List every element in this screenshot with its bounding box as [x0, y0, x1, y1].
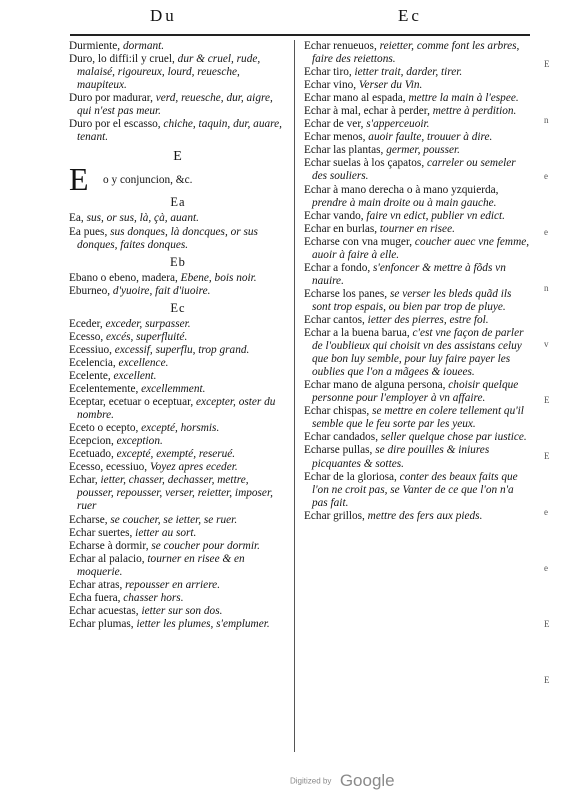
entry-headword: Echar las plantas, — [304, 144, 384, 157]
entry-translation: dur & cruel, rude, malaisé, rigoureux, lourd, reuesche, maupiteux. — [77, 53, 261, 92]
dictionary-entry — [304, 210, 530, 223]
dictionary-entry — [69, 540, 287, 553]
entry-headword: Echar atras, — [69, 578, 123, 591]
entry-headword: Echar à mal, echar à perder, — [304, 105, 430, 118]
entry-translation: conter des beaux faits que l'on ne croit pas, se Vanter de ce que l'on n'a pas fait. — [312, 470, 518, 509]
section-heading: Ec — [170, 300, 186, 315]
entry-headword: Echar suelas à los çapatos, — [304, 157, 425, 170]
entry-headword: Echar vino, — [304, 79, 357, 92]
dictionary-entry — [304, 471, 530, 510]
entry-translation: c'est vne façon de parler de l'oublieux qui choisit vn des assistans celuy que bon luy semble, pour luy faire payer les oublies que l'on a mãgees & iouees. — [312, 327, 524, 379]
entry-translation: se coucher, se ietter, se ruer. — [107, 513, 238, 526]
entry-translation: excepter, oster du nombre. — [77, 396, 276, 422]
edge-glyph: e — [544, 171, 548, 181]
dictionary-entry — [69, 618, 287, 631]
entry-translation: mettre la main à l'espee. — [405, 92, 519, 105]
dictionary-entry — [69, 592, 287, 605]
entry-translation: excellemment. — [138, 383, 206, 396]
edge-glyph: E — [544, 675, 550, 685]
entry-translation: ietter les plumes, s'emplumer. — [133, 617, 270, 630]
entry-headword: Echar plumas, — [69, 617, 134, 630]
dictionary-entry — [69, 383, 287, 396]
dictionary-entry — [304, 66, 530, 79]
entry-translation: excés, superfluité. — [103, 330, 188, 343]
entry-headword: Duro, lo diffi:il y cruel, — [69, 53, 175, 66]
entry-headword: Echar vando, — [304, 209, 364, 222]
entry-headword: Echar mano de alguna persona, — [304, 379, 446, 392]
dictionary-entry — [304, 510, 530, 523]
entry-translation: ietter trait, darder, tirer. — [351, 66, 463, 79]
dictionary-entry — [304, 144, 530, 157]
edge-glyph: E — [544, 395, 550, 405]
entry-headword: Echa fuera, — [69, 591, 121, 604]
entry-headword: Echarse, — [69, 513, 108, 526]
dictionary-entry — [304, 40, 530, 66]
page-header — [0, 6, 561, 28]
entry-headword: Echarse los panes, — [304, 287, 388, 300]
entry-translation: se verser les bleds quãd ils sont trop espais, ou bien par trop de pluye. — [312, 287, 512, 313]
entry-translation: Voyez apres eceder. — [147, 461, 238, 474]
entry-headword: Ecessiuo, — [69, 343, 112, 356]
dictionary-entry — [69, 226, 287, 252]
entry-translation: exceder, surpasser. — [102, 317, 191, 330]
entry-headword: Echarse à dormir, — [69, 539, 149, 552]
entry-headword: Echar à mano derecha o à mano yzquierda, — [304, 183, 499, 196]
entry-translation: tourner en risee & en moquerie. — [77, 552, 245, 578]
column-divider — [294, 40, 295, 752]
dictionary-entry — [69, 514, 287, 527]
edge-glyph: v — [544, 339, 549, 349]
running-head-right: Ec — [398, 6, 422, 25]
entry-headword: Ecepcion, — [69, 435, 114, 448]
entry-headword: Ecelente, — [69, 369, 111, 382]
digitized-label: Digitized by — [290, 776, 332, 786]
dictionary-entry — [69, 474, 287, 513]
dictionary-entry — [304, 223, 530, 236]
dictionary-entry — [304, 236, 530, 262]
entry-translation: chiche, taquin, dur, auare, tenant. — [77, 118, 282, 144]
dictionary-entry — [69, 435, 287, 448]
entry-headword: Echar de ver, — [304, 118, 364, 131]
entry-headword: Echar en burlas, — [304, 222, 378, 235]
entry-translation: excepté, horsmis. — [138, 422, 220, 435]
running-head-left: Du — [150, 6, 177, 25]
dictionary-entry — [304, 131, 530, 144]
entry-headword: Eburneo, — [69, 284, 111, 297]
dictionary-entry — [304, 262, 530, 288]
entry-headword: Ecetuado, — [69, 448, 114, 461]
edge-glyph: e — [544, 563, 548, 573]
entry-headword: Echar a fondo, — [304, 261, 371, 274]
dictionary-entry — [304, 288, 530, 314]
entry-headword: Eceptar, ecetuar o eceptuar, — [69, 396, 194, 409]
entry-headword: Ea pues, — [69, 225, 108, 238]
dictionary-entry — [304, 405, 530, 431]
dictionary-entry — [69, 53, 287, 92]
entry-translation: prendre à main droite ou à main gauche. — [312, 196, 497, 209]
entry-translation: chasser hors. — [120, 591, 184, 604]
entry-translation: se coucher pour dormir. — [148, 539, 260, 552]
edge-glyph: E — [544, 59, 550, 69]
entry-translation: s'apperceuoir. — [363, 118, 430, 131]
entry-headword: Ecelencia, — [69, 356, 116, 369]
entry-headword: Echar a la buena barua, — [304, 327, 410, 340]
dictionary-entry — [69, 527, 287, 540]
dictionary-entry — [69, 212, 287, 225]
entry-translation: excellence. — [115, 356, 169, 369]
dictionary-entry — [304, 327, 530, 379]
entry-translation: reietter, comme font les arbres, faire des reiettons. — [312, 40, 520, 66]
entry-translation: Ebene, bois noir. — [177, 271, 257, 284]
entry-headword: Echar menos, — [304, 131, 366, 144]
dictionary-entry — [69, 357, 287, 370]
edge-glyph: e — [544, 227, 548, 237]
entry-translation: ietter, chasser, dechasser, mettre, pousser, repousser, verser, reietter, imposer, ruer — [77, 474, 273, 513]
drop-cap-letter: E — [69, 161, 89, 198]
entry-headword: Echar de la gloriosa, — [304, 470, 397, 483]
dictionary-entry — [69, 272, 287, 285]
entry-headword: Ecesso, ecessiuo, — [69, 461, 148, 474]
entry-translation: verd, reuesche, dur, aigre, qui n'est pas meur. — [77, 92, 273, 118]
entry-translation: coucher auec vne femme, auoir à faire à elle. — [312, 235, 530, 261]
entry-headword: Duro por madurar, — [69, 92, 153, 105]
section-heading: E — [173, 149, 183, 165]
entry-translation: Verser du Vin. — [356, 79, 423, 92]
edge-glyph: e — [544, 507, 548, 517]
dictionary-entry — [69, 396, 287, 422]
entry-translation: choisir quelque personne pour l'employer à vn affaire. — [312, 379, 519, 405]
digitization-footer — [290, 771, 395, 791]
drop-cap-text: o y conjuncion, &c. — [103, 174, 193, 187]
dictionary-entry — [69, 118, 287, 144]
entry-translation: excepté, exempté, reserué. — [113, 448, 236, 461]
entry-translation: tourner en risee. — [377, 222, 455, 235]
dictionary-entry — [69, 285, 287, 298]
entry-headword: Ecesso, — [69, 330, 104, 343]
entry-headword: Echar grillos, — [304, 509, 365, 522]
section-heading: Ea — [170, 195, 186, 210]
drop-cap-entry — [69, 161, 287, 198]
entry-translation: ietter des pierres, estre fol. — [364, 313, 489, 326]
entry-headword: Echar, — [69, 474, 98, 487]
entry-headword: Echar candados, — [304, 431, 379, 444]
dictionary-entry — [304, 379, 530, 405]
dictionary-entry — [69, 579, 287, 592]
dictionary-entry — [69, 318, 287, 331]
dictionary-entry — [304, 105, 530, 118]
header-rule — [70, 34, 530, 36]
entry-headword: Ecelentemente, — [69, 383, 139, 396]
entry-translation: faire vn edict, publier vn edict. — [363, 209, 505, 222]
dictionary-entry — [304, 184, 530, 210]
entry-translation: mettre à perdition. — [429, 105, 517, 118]
entry-headword: Echarse pullas, — [304, 444, 373, 457]
dictionary-entry — [304, 79, 530, 92]
entry-headword: Ebano o ebeno, madera, — [69, 271, 178, 284]
dictionary-entry — [69, 92, 287, 118]
entry-translation: repousser en arriere. — [122, 578, 221, 591]
left-column — [69, 40, 287, 631]
entry-translation: seller quelque chose par iustice. — [378, 431, 527, 444]
entry-headword: Echar renueuos, — [304, 40, 377, 52]
dictionary-entry — [69, 370, 287, 383]
entry-headword: Duro por el escasso, — [69, 118, 161, 131]
entry-translation: se dire pouilles & iniures picquantes & sottes. — [312, 444, 490, 470]
entry-translation: ietter sur son dos. — [138, 604, 223, 617]
entry-translation: exception. — [113, 435, 163, 448]
entry-headword: Ea, — [69, 212, 84, 225]
dictionary-entry — [69, 448, 287, 461]
entry-translation: sus donques, là doncques, or sus donques, faites donques. — [77, 225, 258, 251]
entry-translation: excellent. — [110, 369, 157, 382]
entry-headword: Echar cantos, — [304, 313, 365, 326]
dictionary-entry — [69, 461, 287, 474]
edge-glyph: E — [544, 619, 550, 629]
edge-glyph: n — [544, 115, 549, 125]
edge-glyph: n — [544, 283, 549, 293]
dictionary-entry — [304, 444, 530, 470]
entry-headword: Durmiente, — [69, 40, 121, 52]
entry-translation: se mettre en colere tellement qu'il semble que le feu sorte par les yeux. — [312, 405, 524, 431]
entry-headword: Echar suertes, — [69, 526, 133, 539]
dictionary-entry — [304, 118, 530, 131]
dictionary-entry — [304, 157, 530, 183]
entry-translation: germer, pousser. — [383, 144, 460, 157]
entry-translation: mettre des fers aux pieds. — [364, 509, 483, 522]
dictionary-entry — [304, 314, 530, 327]
right-column — [304, 40, 530, 523]
section-heading: Eb — [170, 254, 186, 269]
dictionary-entry — [304, 92, 530, 105]
dictionary-entry — [69, 331, 287, 344]
entry-headword: Eceder, — [69, 317, 103, 330]
entry-headword: Eceto o ecepto, — [69, 422, 139, 435]
entry-headword: Echar mano al espada, — [304, 92, 406, 105]
entry-translation: dormant. — [120, 40, 165, 52]
entry-headword: Echar chispas, — [304, 405, 370, 418]
dictionary-entry — [69, 553, 287, 579]
entry-translation: auoir faulte, trouuer à dire. — [365, 131, 493, 144]
entry-translation: d'yuoire, fait d'iuoire. — [110, 284, 211, 297]
dictionary-entry — [69, 605, 287, 618]
entry-translation: ietter au sort. — [132, 526, 197, 539]
dictionary-entry — [69, 40, 287, 53]
dictionary-entry — [304, 431, 530, 444]
entry-headword: Echar al palacio, — [69, 552, 145, 565]
entry-translation: carreler ou semeler des souliers. — [312, 157, 516, 183]
entry-headword: Echarse con vna muger, — [304, 235, 413, 248]
entry-translation: s'enfoncer & mettre à fõds vn nauire. — [312, 261, 506, 287]
entry-translation: excessif, superflu, trop grand. — [111, 343, 250, 356]
entry-headword: Echar acuestas, — [69, 604, 139, 617]
entry-headword: Echar tiro, — [304, 66, 352, 79]
edge-glyph: E — [544, 451, 550, 461]
dictionary-entry — [69, 344, 287, 357]
entry-translation: sus, or sus, là, çà, auant. — [83, 212, 199, 225]
dictionary-entry — [69, 422, 287, 435]
google-logo: Google — [339, 771, 395, 790]
